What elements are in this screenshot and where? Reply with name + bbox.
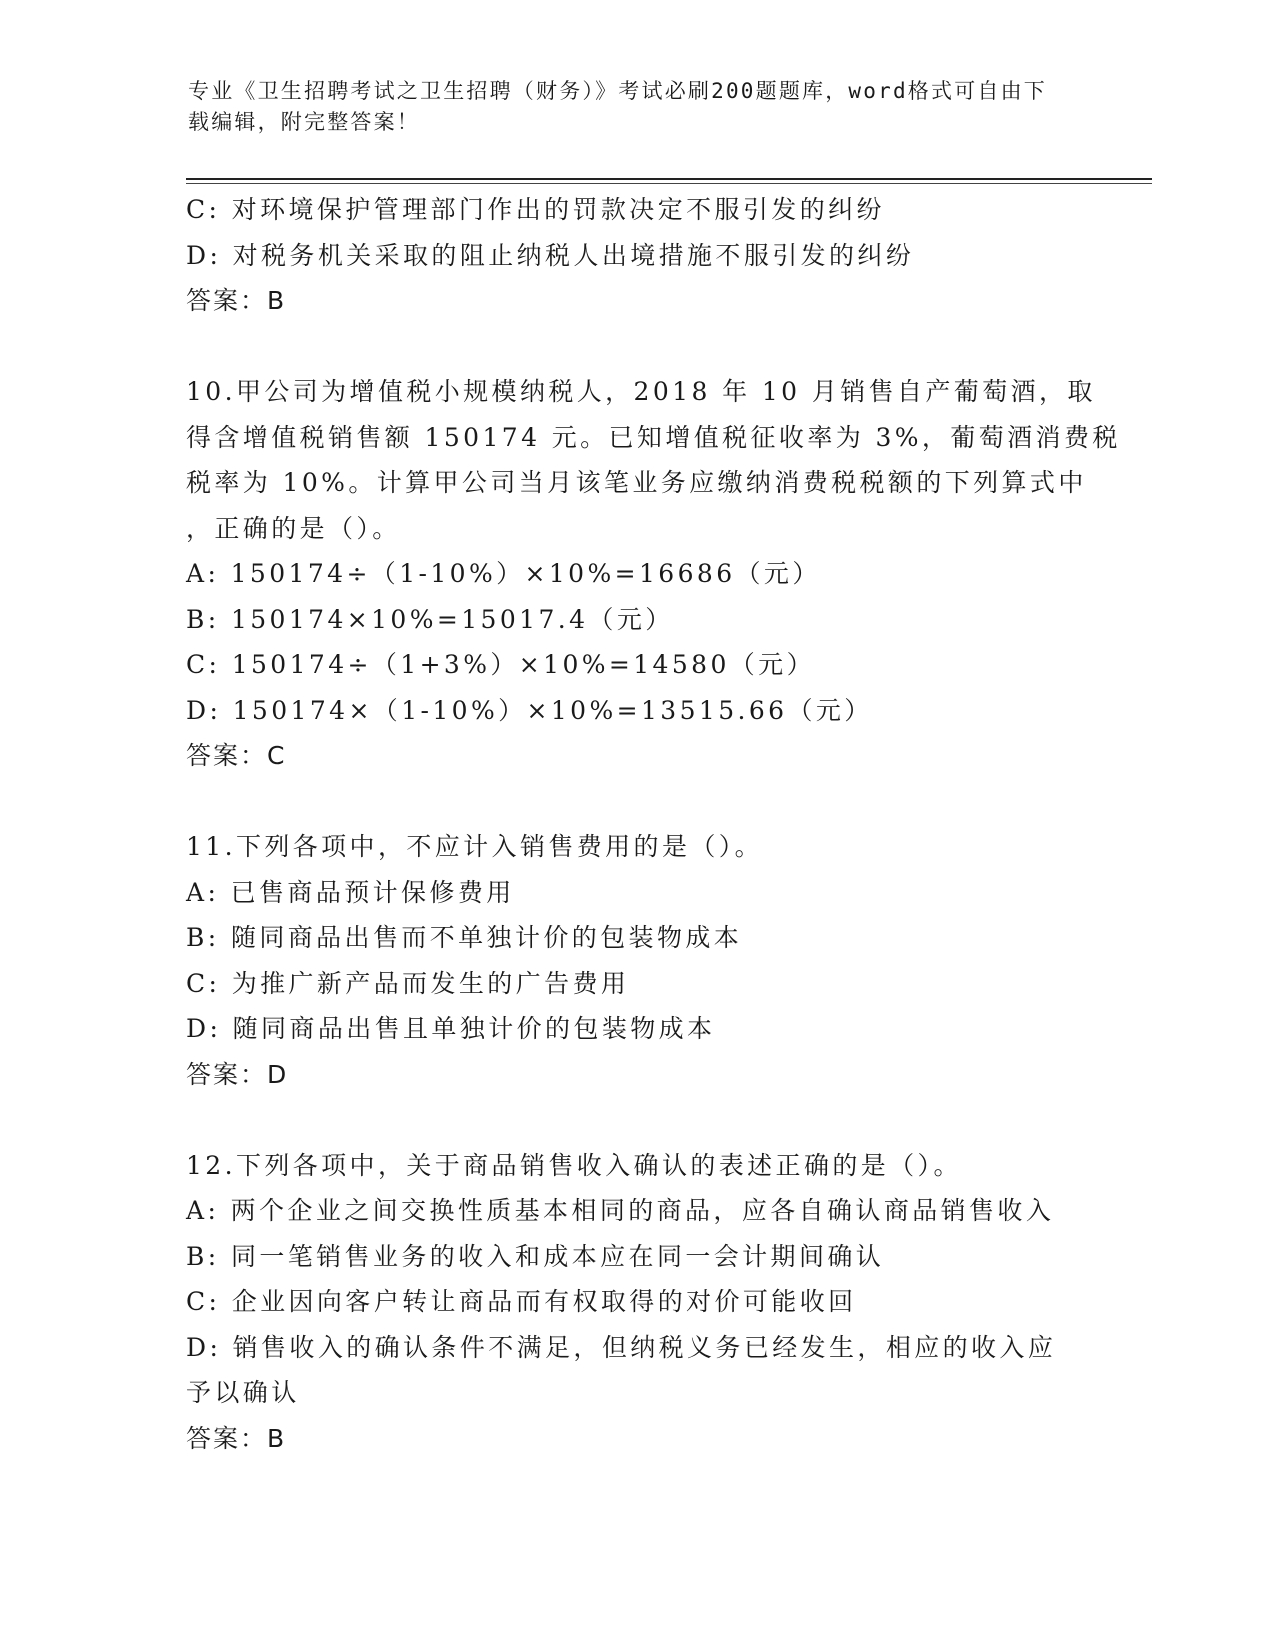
header-rule-thick [186, 178, 1152, 180]
option-c: C: 为推广新产品而发生的广告费用 [186, 968, 630, 998]
question-stem: 12.下列各项中，关于商品销售收入确认的表述正确的是（）。 [186, 1150, 962, 1180]
option-c: C: 企业因向客户转让商品而有权取得的对价可能收回 [186, 1287, 857, 1316]
question-9-continued [186, 187, 1086, 324]
option-c: C: 150174÷（1+3%）×10%=14580（元） [186, 650, 815, 679]
option-d: D: 随同商品出售且单独计价的包装物成本 [186, 1014, 716, 1043]
question-stem: 10.甲公司为增值税小规模纳税人，2018 年 10 月销售自产葡萄酒，取 [186, 377, 1096, 406]
option-a: A: 已售商品预计保修费用 [186, 877, 515, 907]
option-a: A: 两个企业之间交换性质基本相同的商品，应各自确认商品销售收入 [186, 1196, 1055, 1225]
answer: 答案：B [186, 1423, 287, 1453]
question-12 [186, 1143, 1086, 1462]
question-10 [186, 369, 1121, 779]
answer: 答案：C [186, 741, 287, 770]
document-header: 专业《卫生招聘考试之卫生招聘（财务）》考试必刷200题题库，word格式可自由下载编辑，附完整答案！ [188, 79, 1047, 134]
header-rule-thin [186, 183, 1152, 184]
question-stem: ，正确的是（）。 [186, 513, 401, 543]
question-11 [186, 824, 1086, 1097]
question-stem: 得含增值税销售额 150174 元。已知增值税征收率为 3%，葡萄酒消费税 [186, 422, 1121, 452]
question-stem: 11.下列各项中，不应计入销售费用的是（）。 [186, 832, 764, 861]
option-c: C: 对环境保护管理部门作出的罚款决定不服引发的纠纷 [186, 195, 885, 224]
answer: 答案：B [186, 286, 287, 315]
answer: 答案：D [186, 1059, 289, 1089]
option-d: D: 对税务机关采取的阻止纳税人出境措施不服引发的纠纷 [186, 240, 915, 270]
option-a: A: 150174÷（1-10%）×10%=16686（元） [186, 559, 821, 588]
option-d: D: 销售收入的确认条件不满足，但纳税义务已经发生，相应的收入应 [186, 1332, 1057, 1362]
option-b: B: 150174×10%=15017.4（元） [186, 604, 674, 634]
document-body [186, 187, 1121, 1461]
option-d: D: 150174×（1-10%）×10%=13515.66（元） [186, 695, 873, 725]
option-b: B: 随同商品出售而不单独计价的包装物成本 [186, 923, 743, 952]
option-d-continued: 予以确认 [186, 1378, 300, 1407]
option-b: B: 同一笔销售业务的收入和成本应在同一会计期间确认 [186, 1241, 885, 1271]
question-stem: 税率为 10%。计算甲公司当月该笔业务应缴纳消费税税额的下列算式中 [186, 468, 1087, 497]
